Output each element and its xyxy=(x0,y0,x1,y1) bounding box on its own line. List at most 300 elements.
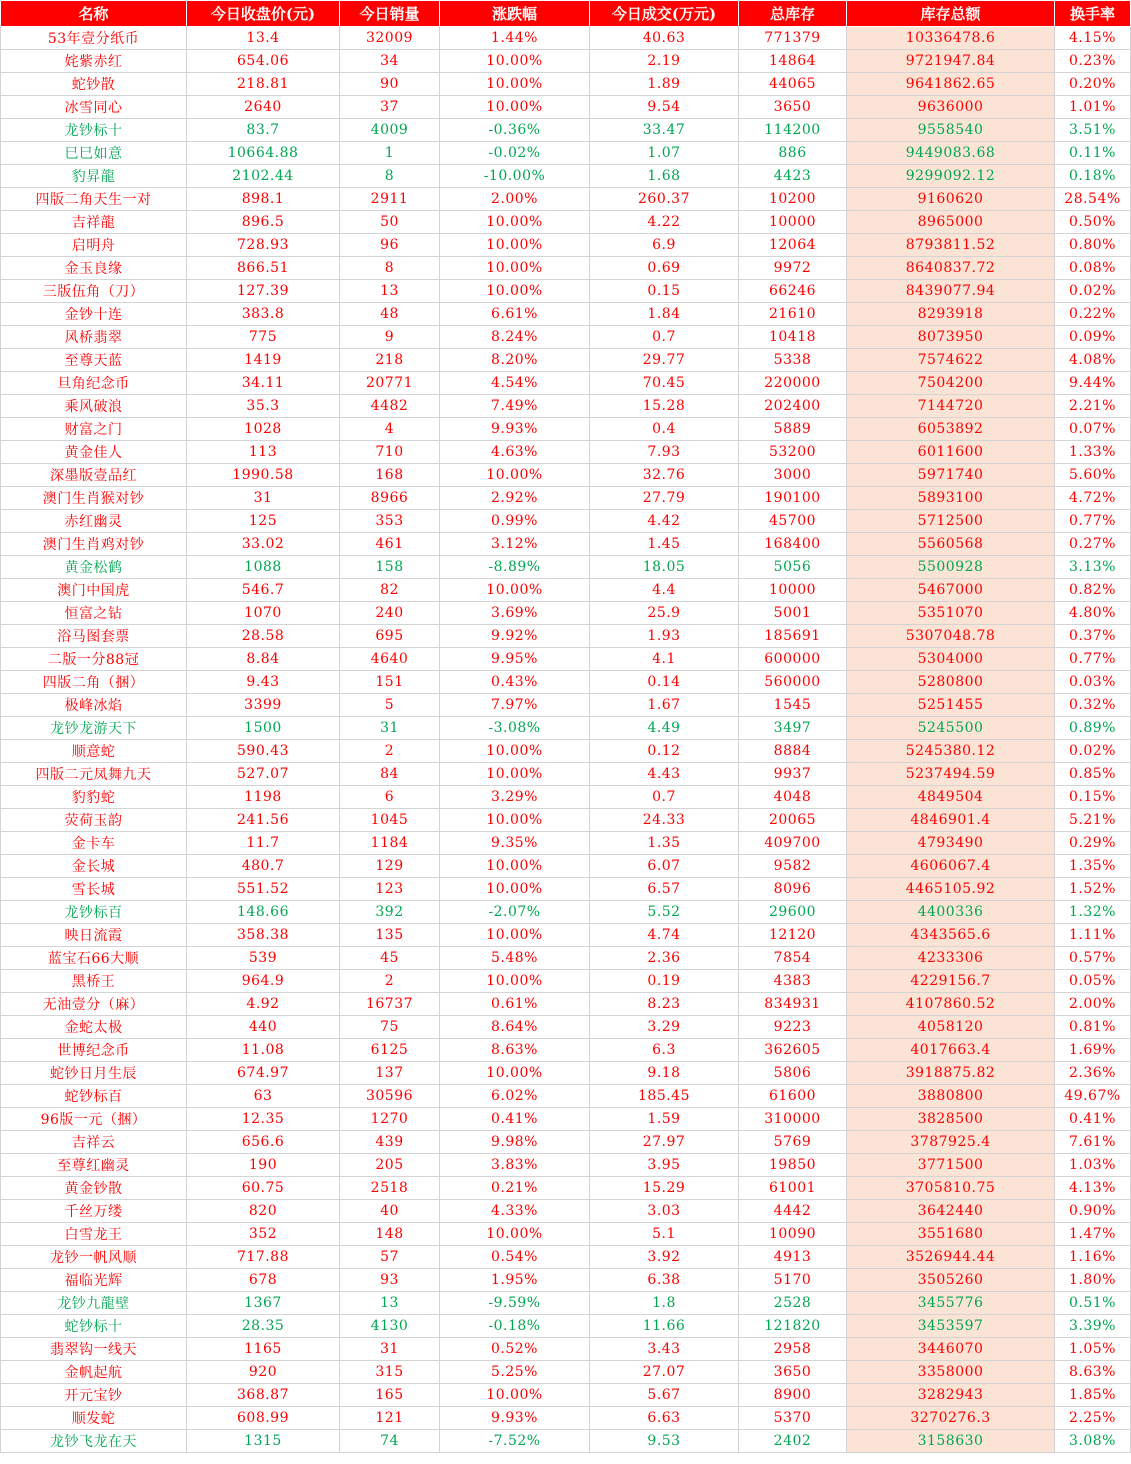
cell-close-price: 539 xyxy=(187,947,340,970)
cell-turnover-amount: 3.43 xyxy=(590,1338,739,1361)
cell-name: 黑桥王 xyxy=(1,970,187,993)
table-row xyxy=(1,694,1131,717)
cell-change: 1.44% xyxy=(440,27,590,50)
cell-turnover-rate: 1.03% xyxy=(1055,1154,1131,1177)
cell-change: 1.95% xyxy=(440,1269,590,1292)
cell-close-price: 898.1 xyxy=(187,188,340,211)
table-row xyxy=(1,717,1131,740)
cell-total-stock: 66246 xyxy=(739,280,847,303)
cell-change: 10.00% xyxy=(440,73,590,96)
cell-total-stock: 61600 xyxy=(739,1085,847,1108)
cell-change: 5.25% xyxy=(440,1361,590,1384)
table-row xyxy=(1,832,1131,855)
cell-change: 10.00% xyxy=(440,211,590,234)
cell-volume: 6125 xyxy=(340,1039,440,1062)
cell-total-stock: 2402 xyxy=(739,1430,847,1453)
cell-total-stock: 190100 xyxy=(739,487,847,510)
cell-change: 10.00% xyxy=(440,1384,590,1407)
cell-turnover-rate: 0.15% xyxy=(1055,786,1131,809)
cell-change: 3.12% xyxy=(440,533,590,556)
cell-name: 龙钞九龍壁 xyxy=(1,1292,187,1315)
cell-volume: 2 xyxy=(340,740,440,763)
cell-close-price: 148.66 xyxy=(187,901,340,924)
cell-turnover-rate: 0.09% xyxy=(1055,326,1131,349)
cell-turnover-amount: 15.29 xyxy=(590,1177,739,1200)
table-row xyxy=(1,533,1131,556)
cell-stock-value: 4846901.4 xyxy=(847,809,1055,832)
cell-name: 龙钞龙游天下 xyxy=(1,717,187,740)
cell-volume: 2911 xyxy=(340,188,440,211)
cell-change: 10.00% xyxy=(440,280,590,303)
cell-volume: 4640 xyxy=(340,648,440,671)
cell-turnover-amount: 1.84 xyxy=(590,303,739,326)
cell-close-price: 717.88 xyxy=(187,1246,340,1269)
cell-volume: 2518 xyxy=(340,1177,440,1200)
cell-total-stock: 3650 xyxy=(739,96,847,119)
cell-volume: 74 xyxy=(340,1430,440,1453)
table-row xyxy=(1,487,1131,510)
header-stock-value: 库存总额 xyxy=(847,1,1055,27)
table-row xyxy=(1,1246,1131,1269)
cell-name: 金钞十连 xyxy=(1,303,187,326)
cell-turnover-amount: 4.74 xyxy=(590,924,739,947)
cell-name: 巳巳如意 xyxy=(1,142,187,165)
cell-change: -8.89% xyxy=(440,556,590,579)
cell-change: -2.07% xyxy=(440,901,590,924)
cell-stock-value: 4107860.52 xyxy=(847,993,1055,1016)
cell-stock-value: 5500928 xyxy=(847,556,1055,579)
cell-volume: 135 xyxy=(340,924,440,947)
cell-name: 至尊红幽灵 xyxy=(1,1154,187,1177)
cell-turnover-amount: 0.7 xyxy=(590,786,739,809)
cell-volume: 96 xyxy=(340,234,440,257)
cell-change: 10.00% xyxy=(440,1223,590,1246)
cell-total-stock: 9937 xyxy=(739,763,847,786)
cell-total-stock: 185691 xyxy=(739,625,847,648)
cell-close-price: 190 xyxy=(187,1154,340,1177)
cell-change: -0.02% xyxy=(440,142,590,165)
cell-turnover-rate: 49.67% xyxy=(1055,1085,1131,1108)
cell-turnover-rate: 0.27% xyxy=(1055,533,1131,556)
cell-change: 6.61% xyxy=(440,303,590,326)
cell-close-price: 728.93 xyxy=(187,234,340,257)
cell-close-price: 1088 xyxy=(187,556,340,579)
cell-name: 蛇钞散 xyxy=(1,73,187,96)
cell-turnover-rate: 0.41% xyxy=(1055,1108,1131,1131)
cell-turnover-rate: 1.85% xyxy=(1055,1384,1131,1407)
cell-volume: 148 xyxy=(340,1223,440,1246)
cell-volume: 84 xyxy=(340,763,440,786)
cell-name: 荧荷玉韵 xyxy=(1,809,187,832)
cell-name: 冰雪同心 xyxy=(1,96,187,119)
cell-turnover-amount: 40.63 xyxy=(590,27,739,50)
cell-stock-value: 4849504 xyxy=(847,786,1055,809)
table-row xyxy=(1,809,1131,832)
cell-volume: 93 xyxy=(340,1269,440,1292)
cell-turnover-rate: 4.80% xyxy=(1055,602,1131,625)
cell-turnover-rate: 4.15% xyxy=(1055,27,1131,50)
table-row xyxy=(1,326,1131,349)
cell-name: 风桥翡翠 xyxy=(1,326,187,349)
cell-stock-value: 8640837.72 xyxy=(847,257,1055,280)
cell-turnover-amount: 27.97 xyxy=(590,1131,739,1154)
cell-turnover-rate: 5.60% xyxy=(1055,464,1131,487)
cell-turnover-rate: 0.08% xyxy=(1055,257,1131,280)
cell-total-stock: 4423 xyxy=(739,165,847,188)
cell-total-stock: 10090 xyxy=(739,1223,847,1246)
cell-volume: 695 xyxy=(340,625,440,648)
cell-stock-value: 9721947.84 xyxy=(847,50,1055,73)
cell-volume: 8 xyxy=(340,257,440,280)
cell-close-price: 1315 xyxy=(187,1430,340,1453)
cell-turnover-rate: 0.22% xyxy=(1055,303,1131,326)
cell-name: 启明舟 xyxy=(1,234,187,257)
cell-total-stock: 220000 xyxy=(739,372,847,395)
cell-turnover-rate: 1.32% xyxy=(1055,901,1131,924)
cell-volume: 353 xyxy=(340,510,440,533)
cell-volume: 8 xyxy=(340,165,440,188)
cell-name: 蛇钞日月生辰 xyxy=(1,1062,187,1085)
cell-volume: 165 xyxy=(340,1384,440,1407)
cell-close-price: 527.07 xyxy=(187,763,340,786)
cell-turnover-rate: 0.32% xyxy=(1055,694,1131,717)
cell-name: 浴马图套票 xyxy=(1,625,187,648)
cell-volume: 82 xyxy=(340,579,440,602)
cell-name: 姹紫赤红 xyxy=(1,50,187,73)
cell-name: 福临光辉 xyxy=(1,1269,187,1292)
cell-name: 至尊天蓝 xyxy=(1,349,187,372)
cell-turnover-amount: 1.8 xyxy=(590,1292,739,1315)
cell-volume: 129 xyxy=(340,855,440,878)
cell-stock-value: 4058120 xyxy=(847,1016,1055,1039)
cell-turnover-rate: 3.51% xyxy=(1055,119,1131,142)
cell-close-price: 896.5 xyxy=(187,211,340,234)
cell-volume: 123 xyxy=(340,878,440,901)
cell-volume: 205 xyxy=(340,1154,440,1177)
cell-name: 96版一元（捆） xyxy=(1,1108,187,1131)
cell-volume: 45 xyxy=(340,947,440,970)
cell-close-price: 4.92 xyxy=(187,993,340,1016)
cell-stock-value: 3158630 xyxy=(847,1430,1055,1453)
cell-close-price: 10664.88 xyxy=(187,142,340,165)
cell-turnover-rate: 0.05% xyxy=(1055,970,1131,993)
cell-turnover-amount: 70.45 xyxy=(590,372,739,395)
cell-name: 吉祥云 xyxy=(1,1131,187,1154)
cell-turnover-amount: 1.59 xyxy=(590,1108,739,1131)
table-row xyxy=(1,165,1131,188)
cell-volume: 6 xyxy=(340,786,440,809)
cell-turnover-amount: 3.95 xyxy=(590,1154,739,1177)
cell-volume: 13 xyxy=(340,280,440,303)
cell-close-price: 34.11 xyxy=(187,372,340,395)
cell-name: 龙钞标十 xyxy=(1,119,187,142)
cell-turnover-amount: 6.07 xyxy=(590,855,739,878)
cell-stock-value: 9636000 xyxy=(847,96,1055,119)
table-row xyxy=(1,1085,1131,1108)
cell-name: 映日流霞 xyxy=(1,924,187,947)
cell-volume: 315 xyxy=(340,1361,440,1384)
cell-turnover-rate: 1.69% xyxy=(1055,1039,1131,1062)
cell-stock-value: 3282943 xyxy=(847,1384,1055,1407)
cell-change: 10.00% xyxy=(440,763,590,786)
cell-turnover-amount: 2.19 xyxy=(590,50,739,73)
cell-change: 10.00% xyxy=(440,924,590,947)
cell-turnover-rate: 3.13% xyxy=(1055,556,1131,579)
cell-turnover-amount: 1.35 xyxy=(590,832,739,855)
header-change: 涨跌幅 xyxy=(440,1,590,27)
cell-name: 白雪龙王 xyxy=(1,1223,187,1246)
cell-turnover-rate: 4.72% xyxy=(1055,487,1131,510)
cell-name: 蓝宝石66大顺 xyxy=(1,947,187,970)
cell-close-price: 920 xyxy=(187,1361,340,1384)
cell-name: 赤红幽灵 xyxy=(1,510,187,533)
cell-volume: 37 xyxy=(340,96,440,119)
cell-close-price: 440 xyxy=(187,1016,340,1039)
cell-total-stock: 5370 xyxy=(739,1407,847,1430)
cell-close-price: 820 xyxy=(187,1200,340,1223)
table-row xyxy=(1,1361,1131,1384)
cell-name: 龙钞飞龙在天 xyxy=(1,1430,187,1453)
cell-change: 10.00% xyxy=(440,809,590,832)
cell-turnover-amount: 0.4 xyxy=(590,418,739,441)
header-turnover-rate: 换手率 xyxy=(1055,1,1131,27)
cell-change: 7.97% xyxy=(440,694,590,717)
cell-stock-value: 8073950 xyxy=(847,326,1055,349)
cell-turnover-amount: 0.69 xyxy=(590,257,739,280)
cell-total-stock: 771379 xyxy=(739,27,847,50)
cell-turnover-rate: 28.54% xyxy=(1055,188,1131,211)
cell-stock-value: 5245500 xyxy=(847,717,1055,740)
cell-total-stock: 29600 xyxy=(739,901,847,924)
cell-stock-value: 3705810.75 xyxy=(847,1177,1055,1200)
table-row xyxy=(1,234,1131,257)
cell-close-price: 358.38 xyxy=(187,924,340,947)
cell-total-stock: 5769 xyxy=(739,1131,847,1154)
cell-name: 吉祥龍 xyxy=(1,211,187,234)
cell-volume: 439 xyxy=(340,1131,440,1154)
cell-total-stock: 7854 xyxy=(739,947,847,970)
cell-name: 极峰冰焰 xyxy=(1,694,187,717)
cell-total-stock: 114200 xyxy=(739,119,847,142)
cell-total-stock: 5806 xyxy=(739,1062,847,1085)
cell-name: 龙钞标百 xyxy=(1,901,187,924)
cell-total-stock: 61001 xyxy=(739,1177,847,1200)
table-row xyxy=(1,1154,1131,1177)
cell-turnover-amount: 0.14 xyxy=(590,671,739,694)
cell-volume: 218 xyxy=(340,349,440,372)
cell-turnover-amount: 32.76 xyxy=(590,464,739,487)
cell-volume: 31 xyxy=(340,717,440,740)
cell-turnover-amount: 0.19 xyxy=(590,970,739,993)
cell-change: 4.54% xyxy=(440,372,590,395)
table-row xyxy=(1,1315,1131,1338)
cell-close-price: 13.4 xyxy=(187,27,340,50)
cell-change: 0.41% xyxy=(440,1108,590,1131)
cell-volume: 50 xyxy=(340,211,440,234)
cell-total-stock: 4048 xyxy=(739,786,847,809)
cell-change: 0.43% xyxy=(440,671,590,694)
cell-turnover-rate: 7.61% xyxy=(1055,1131,1131,1154)
cell-name: 千丝万缕 xyxy=(1,1200,187,1223)
cell-change: 2.92% xyxy=(440,487,590,510)
cell-change: 10.00% xyxy=(440,970,590,993)
cell-turnover-rate: 4.13% xyxy=(1055,1177,1131,1200)
cell-close-price: 9.43 xyxy=(187,671,340,694)
cell-turnover-amount: 1.93 xyxy=(590,625,739,648)
cell-total-stock: 9582 xyxy=(739,855,847,878)
cell-name: 财富之门 xyxy=(1,418,187,441)
cell-volume: 31 xyxy=(340,1338,440,1361)
cell-total-stock: 4913 xyxy=(739,1246,847,1269)
cell-volume: 8966 xyxy=(340,487,440,510)
cell-turnover-rate: 0.89% xyxy=(1055,717,1131,740)
cell-turnover-amount: 11.66 xyxy=(590,1315,739,1338)
cell-turnover-amount: 24.33 xyxy=(590,809,739,832)
cell-name: 四版二角天生一对 xyxy=(1,188,187,211)
cell-volume: 710 xyxy=(340,441,440,464)
cell-name: 深墨版壹品红 xyxy=(1,464,187,487)
cell-turnover-amount: 1.07 xyxy=(590,142,739,165)
cell-turnover-amount: 2.36 xyxy=(590,947,739,970)
cell-stock-value: 5251455 xyxy=(847,694,1055,717)
cell-turnover-amount: 5.52 xyxy=(590,901,739,924)
cell-total-stock: 3000 xyxy=(739,464,847,487)
cell-close-price: 35.3 xyxy=(187,395,340,418)
cell-name: 蛇钞标百 xyxy=(1,1085,187,1108)
cell-volume: 4482 xyxy=(340,395,440,418)
cell-total-stock: 20065 xyxy=(739,809,847,832)
table-row xyxy=(1,395,1131,418)
cell-turnover-rate: 0.29% xyxy=(1055,832,1131,855)
cell-turnover-rate: 0.07% xyxy=(1055,418,1131,441)
table-row xyxy=(1,602,1131,625)
cell-turnover-rate: 2.25% xyxy=(1055,1407,1131,1430)
cell-change: 9.95% xyxy=(440,648,590,671)
cell-turnover-amount: 1.89 xyxy=(590,73,739,96)
cell-stock-value: 5712500 xyxy=(847,510,1055,533)
cell-volume: 151 xyxy=(340,671,440,694)
cell-stock-value: 5304000 xyxy=(847,648,1055,671)
cell-turnover-rate: 1.05% xyxy=(1055,1338,1131,1361)
cell-close-price: 33.02 xyxy=(187,533,340,556)
cell-name: 豹昇龍 xyxy=(1,165,187,188)
cell-change: 8.24% xyxy=(440,326,590,349)
cell-turnover-amount: 3.29 xyxy=(590,1016,739,1039)
cell-name: 雪长城 xyxy=(1,878,187,901)
table-row xyxy=(1,924,1131,947)
cell-name: 无油壹分（麻） xyxy=(1,993,187,1016)
cell-turnover-amount: 185.45 xyxy=(590,1085,739,1108)
cell-stock-value: 3505260 xyxy=(847,1269,1055,1292)
cell-turnover-amount: 0.12 xyxy=(590,740,739,763)
cell-name: 金卡车 xyxy=(1,832,187,855)
cell-close-price: 1500 xyxy=(187,717,340,740)
cell-name: 恒富之钻 xyxy=(1,602,187,625)
cell-volume: 5 xyxy=(340,694,440,717)
cell-total-stock: 53200 xyxy=(739,441,847,464)
cell-stock-value: 9449083.68 xyxy=(847,142,1055,165)
cell-change: -7.52% xyxy=(440,1430,590,1453)
cell-total-stock: 2958 xyxy=(739,1338,847,1361)
cell-total-stock: 168400 xyxy=(739,533,847,556)
cell-volume: 2 xyxy=(340,970,440,993)
cell-close-price: 678 xyxy=(187,1269,340,1292)
cell-turnover-rate: 0.02% xyxy=(1055,740,1131,763)
cell-stock-value: 3787925.4 xyxy=(847,1131,1055,1154)
cell-close-price: 480.7 xyxy=(187,855,340,878)
table-row xyxy=(1,1062,1131,1085)
cell-volume: 1 xyxy=(340,142,440,165)
cell-stock-value: 10336478.6 xyxy=(847,27,1055,50)
cell-name: 黄金钞散 xyxy=(1,1177,187,1200)
cell-name: 金帆起航 xyxy=(1,1361,187,1384)
table-row xyxy=(1,211,1131,234)
cell-close-price: 113 xyxy=(187,441,340,464)
cell-turnover-rate: 0.82% xyxy=(1055,579,1131,602)
cell-close-price: 866.51 xyxy=(187,257,340,280)
table-row xyxy=(1,303,1131,326)
cell-turnover-rate: 1.16% xyxy=(1055,1246,1131,1269)
table-row xyxy=(1,1177,1131,1200)
cell-total-stock: 10000 xyxy=(739,579,847,602)
cell-change: -0.18% xyxy=(440,1315,590,1338)
cell-stock-value: 4343565.6 xyxy=(847,924,1055,947)
cell-turnover-rate: 0.85% xyxy=(1055,763,1131,786)
table-row xyxy=(1,73,1131,96)
cell-turnover-amount: 3.92 xyxy=(590,1246,739,1269)
cell-total-stock: 5889 xyxy=(739,418,847,441)
cell-change: 10.00% xyxy=(440,464,590,487)
cell-turnover-rate: 0.90% xyxy=(1055,1200,1131,1223)
cell-change: 5.48% xyxy=(440,947,590,970)
table-row xyxy=(1,510,1131,533)
table-row xyxy=(1,142,1131,165)
cell-close-price: 1367 xyxy=(187,1292,340,1315)
cell-total-stock: 9972 xyxy=(739,257,847,280)
header-turnover-amount: 今日成交(万元) xyxy=(590,1,739,27)
cell-total-stock: 12120 xyxy=(739,924,847,947)
cell-change: 9.93% xyxy=(440,1407,590,1430)
cell-stock-value: 8793811.52 xyxy=(847,234,1055,257)
cell-stock-value: 5467000 xyxy=(847,579,1055,602)
cell-stock-value: 7144720 xyxy=(847,395,1055,418)
table-row xyxy=(1,27,1131,50)
cell-total-stock: 45700 xyxy=(739,510,847,533)
header-close-price: 今日收盘价(元) xyxy=(187,1,340,27)
cell-stock-value: 7504200 xyxy=(847,372,1055,395)
cell-change: 10.00% xyxy=(440,50,590,73)
cell-total-stock: 600000 xyxy=(739,648,847,671)
cell-total-stock: 5170 xyxy=(739,1269,847,1292)
cell-turnover-rate: 2.36% xyxy=(1055,1062,1131,1085)
cell-close-price: 83.7 xyxy=(187,119,340,142)
cell-volume: 75 xyxy=(340,1016,440,1039)
cell-stock-value: 3642440 xyxy=(847,1200,1055,1223)
cell-name: 澳门中国虎 xyxy=(1,579,187,602)
table-row xyxy=(1,648,1131,671)
cell-close-price: 11.7 xyxy=(187,832,340,855)
cell-stock-value: 4793490 xyxy=(847,832,1055,855)
cell-volume: 32009 xyxy=(340,27,440,50)
cell-stock-value: 5245380.12 xyxy=(847,740,1055,763)
cell-change: -0.36% xyxy=(440,119,590,142)
cell-turnover-rate: 0.81% xyxy=(1055,1016,1131,1039)
cell-volume: 34 xyxy=(340,50,440,73)
cell-name: 蛇钞标十 xyxy=(1,1315,187,1338)
cell-turnover-rate: 1.33% xyxy=(1055,441,1131,464)
cell-change: 10.00% xyxy=(440,96,590,119)
cell-total-stock: 8884 xyxy=(739,740,847,763)
